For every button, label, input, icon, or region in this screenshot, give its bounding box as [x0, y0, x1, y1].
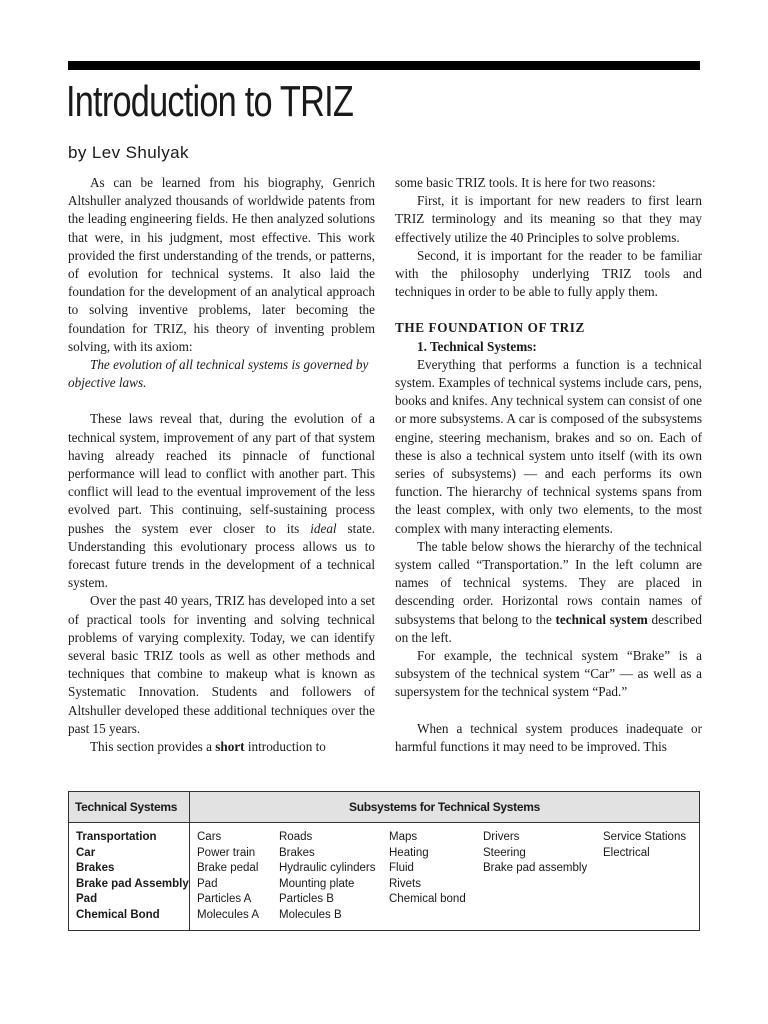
subsystem-cell: Fluid: [389, 862, 414, 874]
subsystem-cell: Brake pad assembly: [483, 862, 588, 874]
table-body: [69, 823, 699, 931]
subsystem-cell: Brakes: [279, 846, 315, 859]
text-span: state. Understanding this evolutionary process allows us to forecast future trends in the development of a technical system.: [68, 520, 375, 591]
paragraph: [68, 738, 375, 756]
left-column: [68, 174, 375, 756]
system-names-column: [69, 823, 190, 931]
text-span: described on the left.: [395, 611, 702, 645]
table-header: [69, 792, 699, 823]
paragraph: As can be learned from his biography, Genrich Altshuller analyzed thousands of worldwide patents from the leading engineering fields. He then analyzed solutions that were, in his judgment, most effective. This work provided the first understanding of the trends, or patterns, of evolution for technical systems. It also laid the foundation for the development of an analytical approach to solving inventive problems, later becoming the foundation for TRIZ, his theory of inventing problem solving, with its axiom:: [68, 175, 375, 354]
subsystem-cell: Brake pedal: [197, 862, 259, 874]
subsystems-table: [68, 791, 700, 931]
text-span: This section provides a: [90, 739, 216, 755]
system-name: Brakes: [76, 862, 115, 874]
byline: by Lev Shulyak: [68, 143, 189, 162]
subsystem-cell: Heating: [389, 846, 429, 859]
subsystem-cell: Roads: [279, 831, 313, 843]
subsystem-cell: Rivets: [389, 877, 421, 890]
system-name: Transportation: [76, 831, 157, 843]
emphasis-ideal: ideal: [310, 520, 337, 536]
subsystem-cell: Power train: [197, 846, 256, 859]
section-heading: THE FOUNDATION OF TRIZ: [395, 320, 585, 336]
subsystems-grid: [190, 823, 699, 931]
subsystem-cell: Particles A: [197, 893, 252, 905]
subsystem-cell: Steering: [483, 846, 526, 859]
subsystem-cell: Mounting plate: [279, 877, 355, 890]
right-column: [395, 174, 702, 756]
subsystem-cell: Molecules B: [279, 908, 342, 921]
system-name: Pad: [76, 893, 98, 905]
header-subsystems: Subsystems for Technical Systems: [349, 800, 540, 814]
text-span: These laws reveal that, during the evolution of a technical system, improvement of any part of that system having already reached its pinnacle of functional performance will lead to conflict with another part. This conflict will lead to the eventual improvement of the less evolved part. This continuing, self-sustaining process pushes the system ever closer to its: [68, 411, 375, 536]
paragraph: [395, 538, 702, 647]
subsystem-cell: Particles B: [279, 893, 334, 905]
paragraph: When a technical system produces inadequate or harmful functions it may need to be improved. This: [395, 720, 702, 754]
emphasis-short: short: [215, 739, 245, 755]
subsystem-cell: Cars: [197, 831, 222, 843]
paragraph: Over the past 40 years, TRIZ has developed into a set of practical tools for inventing and solving technical problems of varying complexity. Today, we can identify several basic TRIZ tools as well as other methods and techniques that combine to makeup what is known as Systematic Innovation. Students and followers of Altshuller developed these additional techniques over the past 15 years.: [68, 593, 375, 736]
subsystem-cell: Hydraulic cylinders: [279, 862, 376, 874]
subsystem-cell: Chemical bond: [389, 893, 466, 905]
paragraph: some basic TRIZ tools. It is here for two reasons:: [395, 175, 656, 190]
system-name: Car: [76, 846, 96, 859]
system-name: Chemical Bond: [76, 908, 160, 921]
subsystem-cell: Service Stations: [603, 831, 687, 843]
paragraph: Second, it is important for the reader to be familiar with the philosophy underlying TRIZ tools and techniques in order to be able to fully apply them.: [395, 247, 702, 300]
subsystem-cell: Pad: [197, 877, 218, 890]
paragraph: [68, 410, 375, 592]
paragraph: For example, the technical system “Brake” is a subsystem of the technical system “Car” — as well as a supersystem for the technical system “Pad.”: [395, 648, 702, 700]
header-technical-systems: Technical Systems: [69, 792, 190, 822]
axiom-quote: The evolution of all technical systems is governed by objective laws.: [68, 357, 369, 391]
subsystem-cell: Maps: [389, 831, 418, 843]
page-title: Introduction to TRIZ: [66, 77, 354, 126]
paragraph: First, it is important for new readers to first learn TRIZ terminology and its meaning so that they may effectively utilize the 40 Principles to solve problems.: [395, 193, 702, 245]
paragraph: Everything that performs a function is a technical system. Examples of technical systems include cars, pens, books and knifes. Any technical system can consist of one or more subsystems. A car is composed of the subsystems engine, steering mechanism, brakes and so on. Each of these is also a technical system unto itself (with its own series of subsystems) — and each performs its own function. The hierarchy of technical systems spans from the least complex, with only two elements, to the most complex with many interacting elements.: [395, 356, 702, 536]
subsystem-cell: Electrical: [603, 846, 650, 859]
subsystem-cell: Drivers: [483, 831, 520, 843]
top-rule: [68, 61, 700, 70]
text-span: The table below shows the hierarchy of the technical system called “Transportation.” In the left column are names of technical systems. They are placed in descending order. Horizontal rows contain names of subsystems that belong to the: [395, 538, 702, 627]
emphasis-technical-system: technical system: [555, 611, 648, 627]
system-name: Brake pad Assembly: [76, 877, 189, 890]
text-span: introduction to: [244, 739, 326, 755]
subsection-heading: 1. Technical Systems:: [417, 338, 537, 354]
subsystem-cell: Molecules A: [197, 908, 260, 921]
